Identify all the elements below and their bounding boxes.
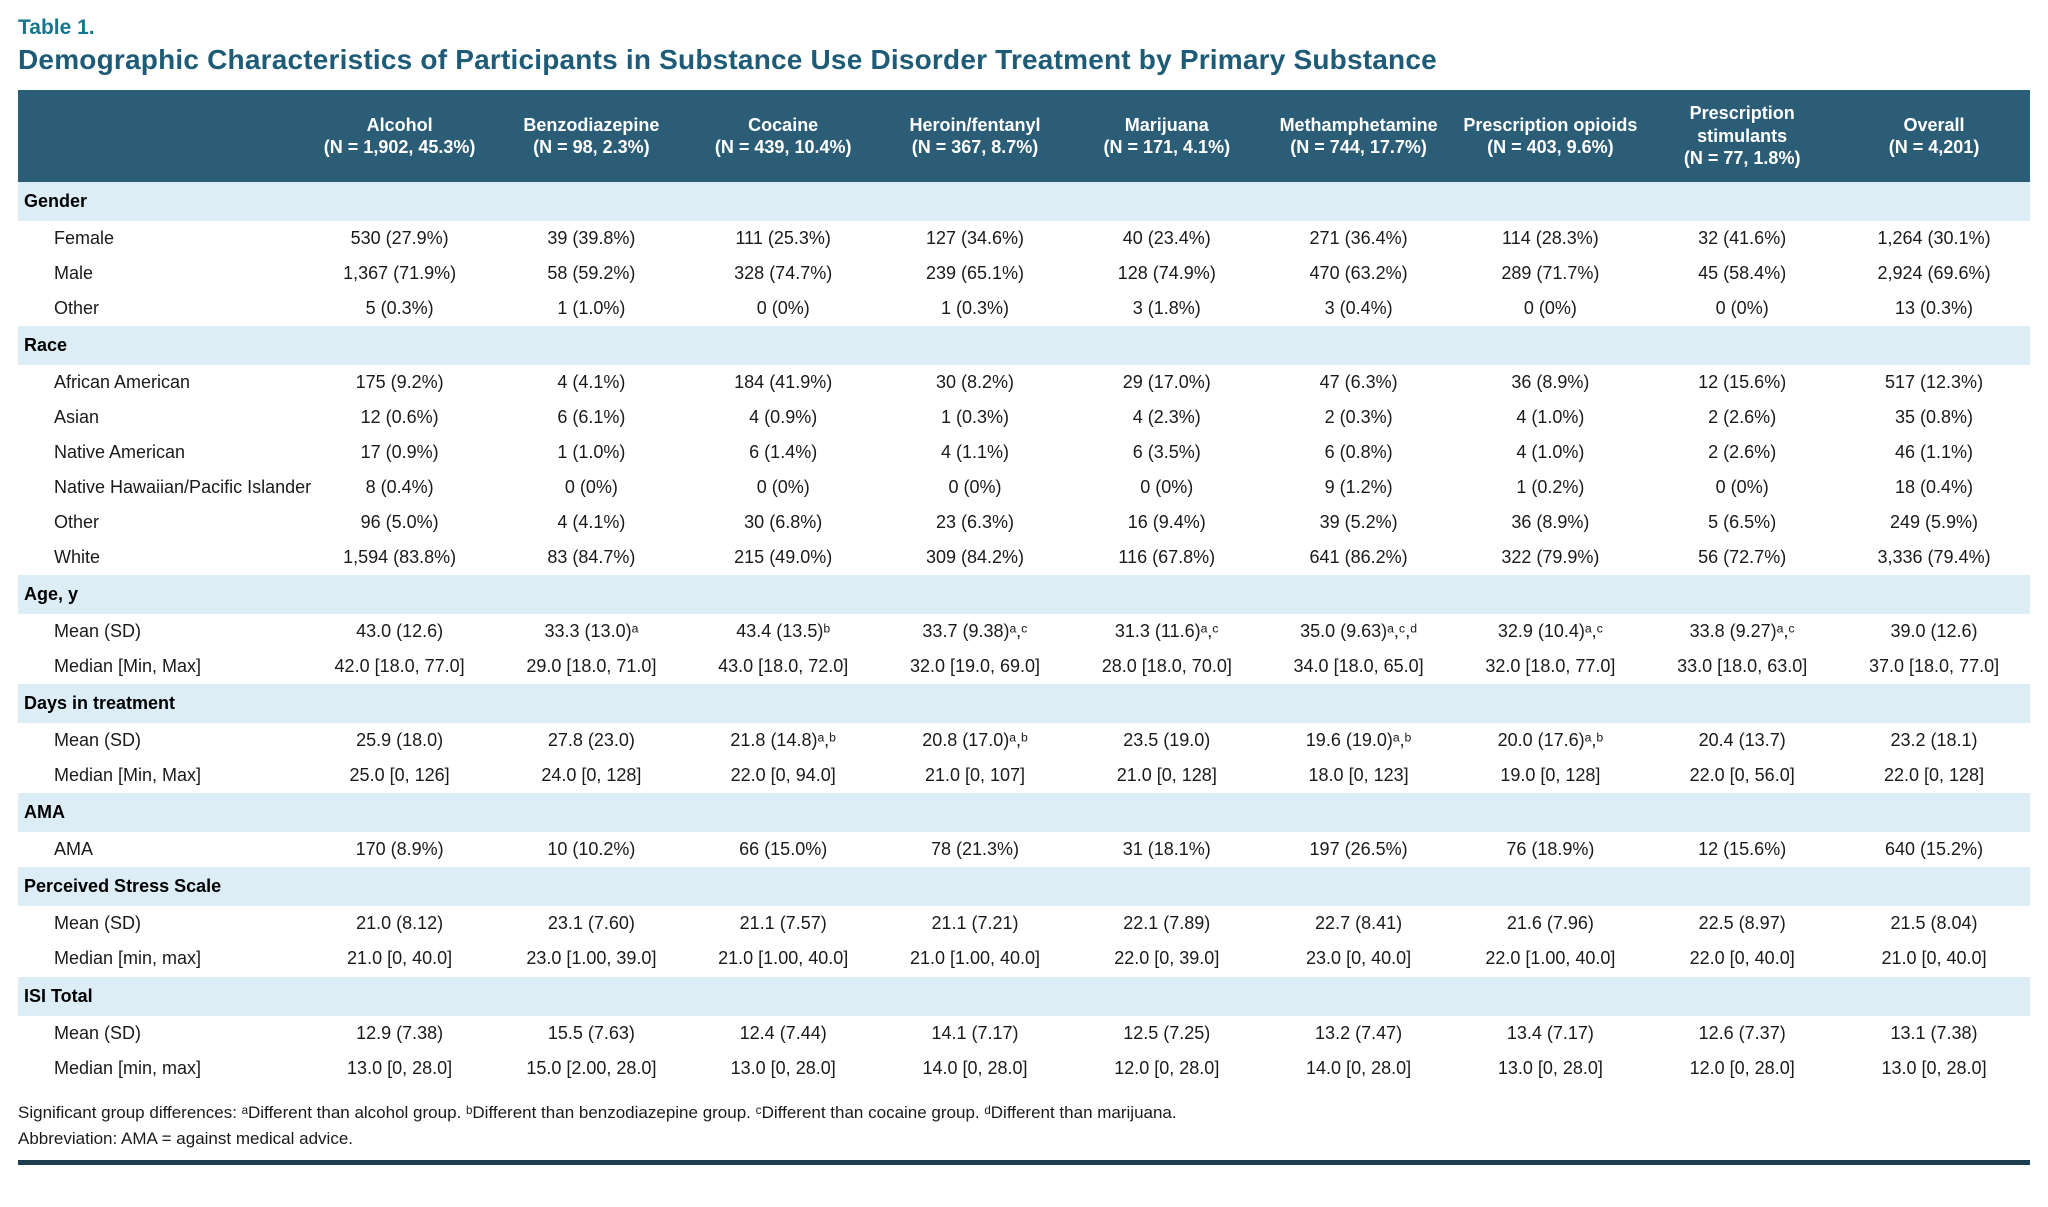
- cell-value: 42.0 [18.0, 77.0]: [304, 649, 496, 684]
- cell-value: 1,367 (71.9%): [304, 256, 496, 291]
- column-name: Cocaine: [748, 114, 819, 135]
- table-row: [18, 221, 2030, 256]
- cell-value: 215 (49.0%): [687, 540, 879, 575]
- table-row: [18, 832, 2030, 867]
- cell-value: 1 (1.0%): [496, 435, 688, 470]
- table-row: [18, 540, 2030, 575]
- cell-value: 128 (74.9%): [1071, 256, 1263, 291]
- section-label: Race: [18, 326, 2030, 365]
- cell-value: 56 (72.7%): [1646, 540, 1838, 575]
- cell-value: 21.0 [0, 40.0]: [304, 941, 496, 976]
- cell-value: 3 (1.8%): [1071, 291, 1263, 326]
- cell-value: 32.0 [19.0, 69.0]: [879, 649, 1071, 684]
- cell-value: 21.0 (8.12): [304, 906, 496, 941]
- cell-value: 21.5 (8.04): [1838, 906, 2030, 941]
- cell-value: 5 (0.3%): [304, 291, 496, 326]
- table-body: [18, 182, 2030, 1086]
- cell-value: 4 (4.1%): [496, 365, 688, 400]
- cell-value: 4 (1.0%): [1454, 435, 1646, 470]
- cell-value: 2 (2.6%): [1646, 435, 1838, 470]
- column-name: Prescription opioids: [1463, 114, 1638, 135]
- cell-value: 33.3 (13.0)ᵃ: [496, 614, 688, 649]
- cell-value: 76 (18.9%): [1454, 832, 1646, 867]
- column-name: Methamphetamine: [1279, 114, 1438, 135]
- footnote-abbreviation: Abbreviation: AMA = against medical advice.: [18, 1128, 353, 1148]
- cell-value: 114 (28.3%): [1454, 221, 1646, 256]
- cell-value: 271 (36.4%): [1263, 221, 1455, 256]
- cell-value: 111 (25.3%): [687, 221, 879, 256]
- cell-value: 22.0 [0, 56.0]: [1646, 758, 1838, 793]
- cell-value: 1 (1.0%): [496, 291, 688, 326]
- column-sample-size: (N = 4,201): [1888, 137, 1980, 157]
- cell-value: 22.0 [0, 39.0]: [1071, 941, 1263, 976]
- cell-value: 20.4 (13.7): [1646, 723, 1838, 758]
- cell-value: 1,264 (30.1%): [1838, 221, 2030, 256]
- cell-value: 21.1 (7.21): [879, 906, 1071, 941]
- row-label: Male: [18, 256, 304, 291]
- cell-value: 0 (0%): [1646, 291, 1838, 326]
- table-row: [18, 614, 2030, 649]
- row-label: Median [min, max]: [18, 941, 304, 976]
- cell-value: 32.9 (10.4)ᵃ,ᶜ: [1454, 614, 1646, 649]
- cell-value: 39.0 (12.6): [1838, 614, 2030, 649]
- cell-value: 22.0 [0, 128]: [1838, 758, 2030, 793]
- header-corner-cell: [18, 90, 304, 182]
- row-label: Other: [18, 291, 304, 326]
- cell-value: 13.0 [0, 28.0]: [687, 1051, 879, 1086]
- cell-value: 22.1 (7.89): [1071, 906, 1263, 941]
- cell-value: 21.0 [0, 40.0]: [1838, 941, 2030, 976]
- column-header: [304, 90, 496, 182]
- cell-value: 25.0 [0, 126]: [304, 758, 496, 793]
- cell-value: 2 (2.6%): [1646, 400, 1838, 435]
- table-row: [18, 649, 2030, 684]
- cell-value: 12 (15.6%): [1646, 832, 1838, 867]
- cell-value: 21.8 (14.8)ᵃ,ᵇ: [687, 723, 879, 758]
- cell-value: 43.4 (13.5)ᵇ: [687, 614, 879, 649]
- cell-value: 175 (9.2%): [304, 365, 496, 400]
- cell-value: 13.0 [0, 28.0]: [304, 1051, 496, 1086]
- cell-value: 39 (5.2%): [1263, 505, 1455, 540]
- section-row: [18, 182, 2030, 221]
- cell-value: 1 (0.3%): [879, 291, 1071, 326]
- row-label: Native American: [18, 435, 304, 470]
- cell-value: 22.0 [0, 40.0]: [1646, 941, 1838, 976]
- column-sample-size: (N = 98, 2.3%): [533, 137, 650, 157]
- cell-value: 6 (0.8%): [1263, 435, 1455, 470]
- row-label: Other: [18, 505, 304, 540]
- cell-value: 96 (5.0%): [304, 505, 496, 540]
- cell-value: 24.0 [0, 128]: [496, 758, 688, 793]
- column-header: [1454, 90, 1646, 182]
- table-row: [18, 723, 2030, 758]
- table-row: [18, 400, 2030, 435]
- cell-value: 517 (12.3%): [1838, 365, 2030, 400]
- column-header: [879, 90, 1071, 182]
- column-header: [496, 90, 688, 182]
- row-label: Median [min, max]: [18, 1051, 304, 1086]
- column-sample-size: (N = 744, 17.7%): [1290, 137, 1427, 157]
- cell-value: 6 (3.5%): [1071, 435, 1263, 470]
- cell-value: 46 (1.1%): [1838, 435, 2030, 470]
- cell-value: 1 (0.3%): [879, 400, 1071, 435]
- cell-value: 23.5 (19.0): [1071, 723, 1263, 758]
- cell-value: 249 (5.9%): [1838, 505, 2030, 540]
- column-sample-size: (N = 171, 4.1%): [1103, 137, 1231, 157]
- cell-value: 239 (65.1%): [879, 256, 1071, 291]
- cell-value: 9 (1.2%): [1263, 470, 1455, 505]
- cell-value: 58 (59.2%): [496, 256, 688, 291]
- section-label: Age, y: [18, 575, 2030, 614]
- cell-value: 31 (18.1%): [1071, 832, 1263, 867]
- cell-value: 15.5 (7.63): [496, 1016, 688, 1051]
- cell-value: 36 (8.9%): [1454, 365, 1646, 400]
- cell-value: 12.0 [0, 28.0]: [1646, 1051, 1838, 1086]
- section-row: [18, 326, 2030, 365]
- cell-value: 34.0 [18.0, 65.0]: [1263, 649, 1455, 684]
- row-label: Mean (SD): [18, 1016, 304, 1051]
- column-sample-size: (N = 367, 8.7%): [911, 137, 1039, 157]
- row-label: Asian: [18, 400, 304, 435]
- table-head: [18, 90, 2030, 182]
- cell-value: 28.0 [18.0, 70.0]: [1071, 649, 1263, 684]
- cell-value: 197 (26.5%): [1263, 832, 1455, 867]
- table-row: [18, 365, 2030, 400]
- column-sample-size: (N = 439, 10.4%): [714, 137, 852, 157]
- table-row: [18, 906, 2030, 941]
- row-label: Median [Min, Max]: [18, 758, 304, 793]
- cell-value: 43.0 (12.6): [304, 614, 496, 649]
- cell-value: 14.0 [0, 28.0]: [879, 1051, 1071, 1086]
- cell-value: 289 (71.7%): [1454, 256, 1646, 291]
- column-sample-size: (N = 1,902, 45.3%): [323, 137, 476, 157]
- cell-value: 22.5 (8.97): [1646, 906, 1838, 941]
- cell-value: 14.1 (7.17): [879, 1016, 1071, 1051]
- row-label: White: [18, 540, 304, 575]
- row-label: Mean (SD): [18, 723, 304, 758]
- cell-value: 18.0 [0, 123]: [1263, 758, 1455, 793]
- cell-value: 13 (0.3%): [1838, 291, 2030, 326]
- cell-value: 13.0 [0, 28.0]: [1838, 1051, 2030, 1086]
- cell-value: 83 (84.7%): [496, 540, 688, 575]
- cell-value: 322 (79.9%): [1454, 540, 1646, 575]
- cell-value: 1 (0.2%): [1454, 470, 1646, 505]
- cell-value: 25.9 (18.0): [304, 723, 496, 758]
- column-header: [1263, 90, 1455, 182]
- table-row: [18, 256, 2030, 291]
- cell-value: 309 (84.2%): [879, 540, 1071, 575]
- cell-value: 170 (8.9%): [304, 832, 496, 867]
- cell-value: 8 (0.4%): [304, 470, 496, 505]
- cell-value: 116 (67.8%): [1071, 540, 1263, 575]
- cell-value: 12.4 (7.44): [687, 1016, 879, 1051]
- table-number-label: Table 1.: [18, 16, 95, 39]
- cell-value: 35 (0.8%): [1838, 400, 2030, 435]
- header-row: [18, 90, 2030, 182]
- cell-value: 1,594 (83.8%): [304, 540, 496, 575]
- cell-value: 3,336 (79.4%): [1838, 540, 2030, 575]
- column-name: Prescription stimulants: [1689, 103, 1795, 146]
- cell-value: 16 (9.4%): [1071, 505, 1263, 540]
- cell-value: 21.0 [1.00, 40.0]: [879, 941, 1071, 976]
- cell-value: 0 (0%): [1646, 470, 1838, 505]
- cell-value: 43.0 [18.0, 72.0]: [687, 649, 879, 684]
- cell-value: 36 (8.9%): [1454, 505, 1646, 540]
- cell-value: 32.0 [18.0, 77.0]: [1454, 649, 1646, 684]
- cell-value: 22.0 [0, 94.0]: [687, 758, 879, 793]
- cell-value: 6 (6.1%): [496, 400, 688, 435]
- column-header: [687, 90, 879, 182]
- cell-value: 21.1 (7.57): [687, 906, 879, 941]
- column-name: Overall: [1903, 114, 1965, 135]
- cell-value: 20.8 (17.0)ᵃ,ᵇ: [879, 723, 1071, 758]
- cell-value: 23.0 [1.00, 39.0]: [496, 941, 688, 976]
- cell-value: 6 (1.4%): [687, 435, 879, 470]
- cell-value: 17 (0.9%): [304, 435, 496, 470]
- cell-value: 12.6 (7.37): [1646, 1016, 1838, 1051]
- demographics-table: [18, 90, 2030, 1086]
- row-label: Median [Min, Max]: [18, 649, 304, 684]
- cell-value: 19.0 [0, 128]: [1454, 758, 1646, 793]
- cell-value: 20.0 (17.6)ᵃ,ᵇ: [1454, 723, 1646, 758]
- cell-value: 0 (0%): [1071, 470, 1263, 505]
- column-name: Heroin/fentanyl: [909, 114, 1041, 135]
- cell-value: 19.6 (19.0)ᵃ,ᵇ: [1263, 723, 1455, 758]
- cell-value: 29 (17.0%): [1071, 365, 1263, 400]
- table-row: [18, 1016, 2030, 1051]
- cell-value: 4 (1.0%): [1454, 400, 1646, 435]
- cell-value: 21.0 [0, 128]: [1071, 758, 1263, 793]
- cell-value: 4 (0.9%): [687, 400, 879, 435]
- table-row: [18, 291, 2030, 326]
- column-name: Benzodiazepine: [523, 114, 660, 135]
- column-header: [1071, 90, 1263, 182]
- column-name: Alcohol: [366, 114, 433, 135]
- cell-value: 12.9 (7.38): [304, 1016, 496, 1051]
- bottom-rule: [18, 1160, 2030, 1165]
- cell-value: 47 (6.3%): [1263, 365, 1455, 400]
- cell-value: 3 (0.4%): [1263, 291, 1455, 326]
- row-label: Native Hawaiian/Pacific Islander: [18, 470, 304, 505]
- cell-value: 23.1 (7.60): [496, 906, 688, 941]
- cell-value: 0 (0%): [496, 470, 688, 505]
- table-title: Demographic Characteristics of Participants in Substance Use Disorder Treatment by Primary Substance: [18, 44, 1437, 75]
- cell-value: 4 (4.1%): [496, 505, 688, 540]
- cell-value: 37.0 [18.0, 77.0]: [1838, 649, 2030, 684]
- cell-value: 0 (0%): [687, 291, 879, 326]
- cell-value: 22.0 [1.00, 40.0]: [1454, 941, 1646, 976]
- cell-value: 4 (2.3%): [1071, 400, 1263, 435]
- cell-value: 27.8 (23.0): [496, 723, 688, 758]
- section-label: ISI Total: [18, 977, 2030, 1016]
- cell-value: 23.2 (18.1): [1838, 723, 2030, 758]
- column-name: Marijuana: [1124, 114, 1209, 135]
- cell-value: 14.0 [0, 28.0]: [1263, 1051, 1455, 1086]
- section-label: Gender: [18, 182, 2030, 221]
- cell-value: 328 (74.7%): [687, 256, 879, 291]
- cell-value: 29.0 [18.0, 71.0]: [496, 649, 688, 684]
- cell-value: 641 (86.2%): [1263, 540, 1455, 575]
- cell-value: 12.5 (7.25): [1071, 1016, 1263, 1051]
- cell-value: 5 (6.5%): [1646, 505, 1838, 540]
- cell-value: 21.6 (7.96): [1454, 906, 1646, 941]
- cell-value: 184 (41.9%): [687, 365, 879, 400]
- table-row: [18, 435, 2030, 470]
- cell-value: 39 (39.8%): [496, 221, 688, 256]
- cell-value: 640 (15.2%): [1838, 832, 2030, 867]
- section-row: [18, 977, 2030, 1016]
- cell-value: 33.8 (9.27)ᵃ,ᶜ: [1646, 614, 1838, 649]
- section-label: Days in treatment: [18, 684, 2030, 723]
- column-sample-size: (N = 403, 9.6%): [1487, 137, 1614, 157]
- column-header: [1646, 90, 1838, 182]
- cell-value: 30 (8.2%): [879, 365, 1071, 400]
- section-label: Perceived Stress Scale: [18, 867, 2030, 906]
- cell-value: 31.3 (11.6)ᵃ,ᶜ: [1071, 614, 1263, 649]
- row-label: Mean (SD): [18, 906, 304, 941]
- cell-value: 2 (0.3%): [1263, 400, 1455, 435]
- cell-value: 21.0 [0, 107]: [879, 758, 1071, 793]
- column-sample-size: (N = 77, 1.8%): [1683, 148, 1801, 169]
- cell-value: 127 (34.6%): [879, 221, 1071, 256]
- cell-value: 13.0 [0, 28.0]: [1454, 1051, 1646, 1086]
- footnotes: [18, 1100, 2030, 1153]
- table-row: [18, 505, 2030, 540]
- cell-value: 78 (21.3%): [879, 832, 1071, 867]
- cell-value: 33.0 [18.0, 63.0]: [1646, 649, 1838, 684]
- cell-value: 18 (0.4%): [1838, 470, 2030, 505]
- cell-value: 21.0 [1.00, 40.0]: [687, 941, 879, 976]
- cell-value: 33.7 (9.38)ᵃ,ᶜ: [879, 614, 1071, 649]
- cell-value: 32 (41.6%): [1646, 221, 1838, 256]
- cell-value: 12 (15.6%): [1646, 365, 1838, 400]
- cell-value: 530 (27.9%): [304, 221, 496, 256]
- cell-value: 0 (0%): [687, 470, 879, 505]
- cell-value: 23.0 [0, 40.0]: [1263, 941, 1455, 976]
- cell-value: 45 (58.4%): [1646, 256, 1838, 291]
- section-row: [18, 793, 2030, 832]
- table-row: [18, 470, 2030, 505]
- cell-value: 12.0 [0, 28.0]: [1071, 1051, 1263, 1086]
- section-label: AMA: [18, 793, 2030, 832]
- cell-value: 0 (0%): [879, 470, 1071, 505]
- cell-value: 15.0 [2.00, 28.0]: [496, 1051, 688, 1086]
- cell-value: 30 (6.8%): [687, 505, 879, 540]
- cell-value: 23 (6.3%): [879, 505, 1071, 540]
- cell-value: 12 (0.6%): [304, 400, 496, 435]
- cell-value: 13.2 (7.47): [1263, 1016, 1455, 1051]
- row-label: AMA: [18, 832, 304, 867]
- cell-value: 66 (15.0%): [687, 832, 879, 867]
- cell-value: 470 (63.2%): [1263, 256, 1455, 291]
- cell-value: 40 (23.4%): [1071, 221, 1263, 256]
- section-row: [18, 684, 2030, 723]
- column-header: [1838, 90, 2030, 182]
- cell-value: 4 (1.1%): [879, 435, 1071, 470]
- cell-value: 0 (0%): [1454, 291, 1646, 326]
- table-row: [18, 941, 2030, 976]
- section-row: [18, 575, 2030, 614]
- row-label: Mean (SD): [18, 614, 304, 649]
- row-label: Female: [18, 221, 304, 256]
- table-row: [18, 1051, 2030, 1086]
- footnote-significance: Significant group differences: ᵃDifferent than alcohol group. ᵇDifferent than benzodiazepine group. ᶜDifferent than cocaine group. ᵈDifferent than marijuana.: [18, 1102, 1177, 1122]
- row-label: African American: [18, 365, 304, 400]
- cell-value: 13.4 (7.17): [1454, 1016, 1646, 1051]
- section-row: [18, 867, 2030, 906]
- cell-value: 10 (10.2%): [496, 832, 688, 867]
- table-row: [18, 758, 2030, 793]
- cell-value: 2,924 (69.6%): [1838, 256, 2030, 291]
- cell-value: 13.1 (7.38): [1838, 1016, 2030, 1051]
- cell-value: 22.7 (8.41): [1263, 906, 1455, 941]
- cell-value: 35.0 (9.63)ᵃ,ᶜ,ᵈ: [1263, 614, 1455, 649]
